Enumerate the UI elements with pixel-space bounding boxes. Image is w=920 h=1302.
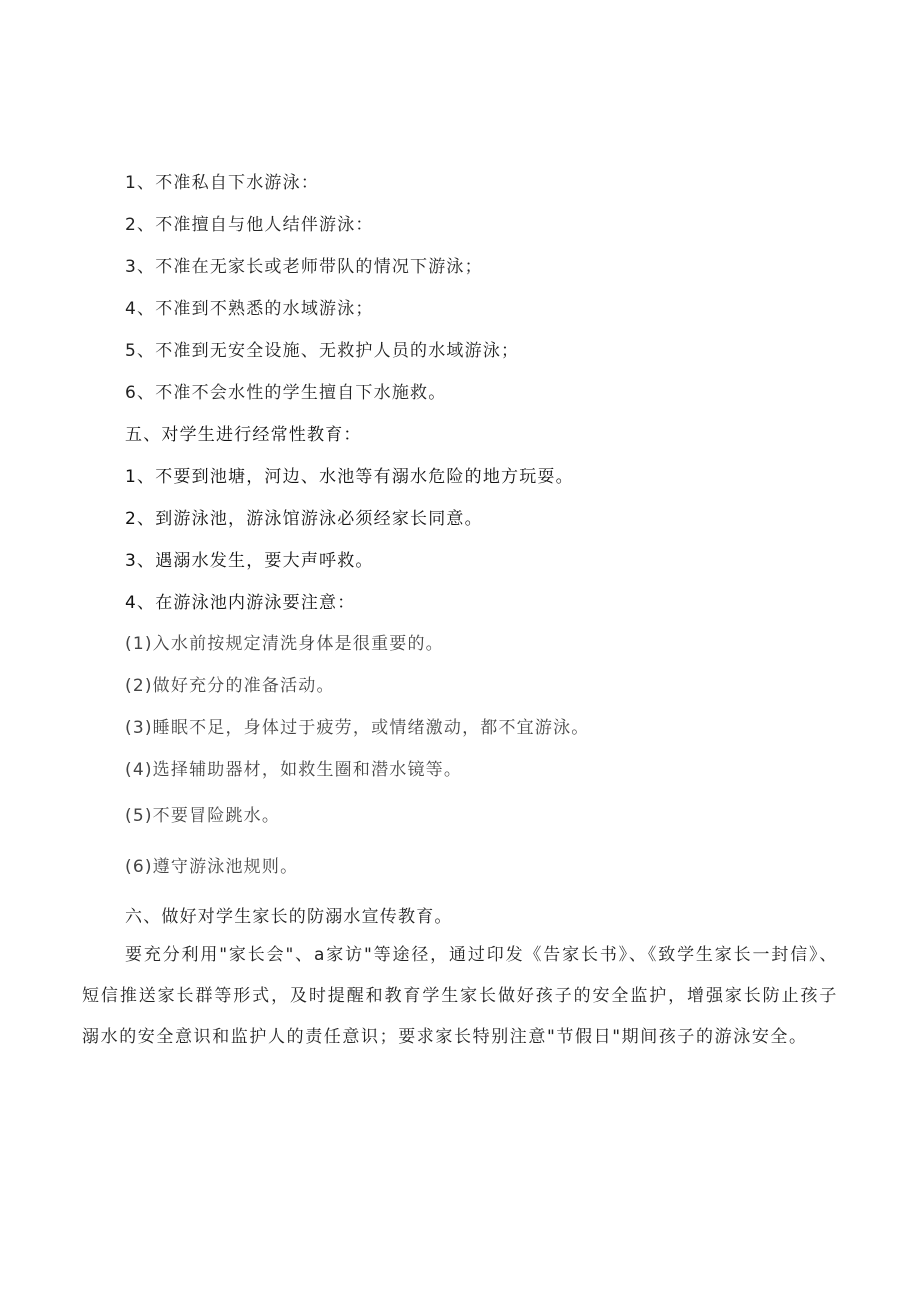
section5-item-3: 3、遇溺水发生，要大声呼救。 [125, 551, 374, 571]
section5-item-1: 1、不要到池塘，河边、水池等有溺水危险的地方玩耍。 [125, 467, 574, 487]
subitem-1: (1)入水前按规定清洗身体是很重要的。 [125, 634, 444, 654]
rule-2: 2、不准擅自与他人结伴游泳： [125, 215, 374, 235]
rule-5: 5、不准到无安全设施、无救护人员的水域游泳； [125, 341, 520, 361]
subitem-5: (5)不要冒险跳水。 [125, 806, 281, 826]
subitem-4: (4)选择辅助器材，如救生圈和潜水镜等。 [125, 760, 463, 780]
rule-1: 1、不准私自下水游泳： [125, 173, 320, 193]
section5-item-2: 2、到游泳池，游泳馆游泳必须经家长同意。 [125, 509, 483, 529]
section6-heading: 六、做好对学生家长的防溺水宣传教育。 [125, 907, 453, 927]
subitem-2: (2)做好充分的准备活动。 [125, 676, 335, 696]
section5-item-4: 4、在游泳池内游泳要注意： [125, 593, 356, 613]
rule-3: 3、不准在无家长或老师带队的情况下游泳； [125, 257, 483, 277]
section5-heading: 五、对学生进行经常性教育： [125, 425, 362, 445]
rule-6: 6、不准不会水性的学生擅自下水施救。 [125, 383, 447, 403]
subitem-3: (3)睡眠不足，身体过于疲劳，或情绪激动，都不宜游泳。 [125, 718, 590, 738]
rule-4: 4、不准到不熟悉的水域游泳； [125, 299, 374, 319]
section6-paragraph: 要充分利用"家长会"、a家访"等途径，通过印发《告家长书》、《致学生家长一封信》、短信推送家长群等形式，及时提醒和教育学生家长做好孩子的安全监护，增强家长防止孩子溺水的安全意识和监护人的责任意识；要求家长特别注意"节假日"期间孩子的游泳安全。 [82, 945, 838, 1047]
subitem-6: (6)遵守游泳池规则。 [125, 857, 299, 877]
